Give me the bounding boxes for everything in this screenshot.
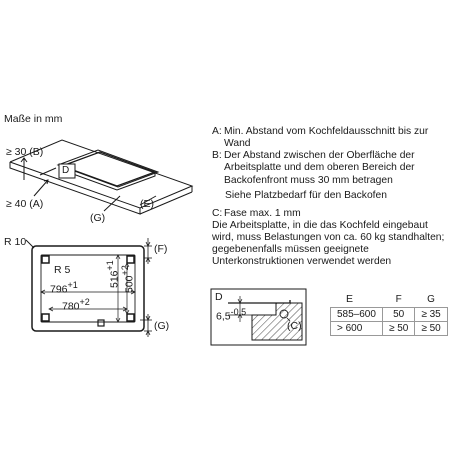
corner-bl [42, 314, 49, 321]
dims-col-e: E [346, 293, 354, 305]
label-f: (F) [154, 243, 168, 255]
label-g-top: (G) [90, 212, 106, 224]
note-c-title: Fase max. 1 mm [224, 207, 301, 219]
label-g-plan: (G) [154, 320, 170, 332]
label-e: (E) [140, 198, 154, 210]
corner-br [127, 314, 134, 321]
note-b-sub: Siehe Platzbedarf für den Backofen [225, 189, 387, 201]
note-c [212, 208, 452, 220]
dim-516-value: 516 [108, 270, 121, 288]
dims-cell: 585–600 [331, 308, 383, 322]
dim-796-tol: +1 [67, 280, 78, 290]
label-r5: R 5 [54, 264, 71, 276]
table-row [331, 322, 448, 336]
dims-cell: > 600 [331, 322, 383, 336]
dims-col-g: G [415, 293, 447, 308]
dims-cell: ≥ 50 [415, 322, 447, 336]
note-b [212, 150, 452, 186]
corner-tl [42, 256, 49, 263]
dims-cell: 50 [382, 308, 414, 322]
note-b-text: Der Abstand zwischen der Oberfläche der Arbeitsplatte und dem oberen Bereich der Backofenfront muss 30 mm betragen [224, 150, 415, 186]
dim-516-tol: +1 [105, 260, 115, 271]
corner-tr [127, 256, 134, 263]
note-c-text: Die Arbeitsplatte, in die das Kochfeld eingebaut wird, muss Belastungen von ca. 60 kg standhalten; gegebenenfalls müssen geeignete Unterkonstruktionen verwendet werden [212, 219, 445, 268]
table-row [331, 308, 448, 322]
detail-dim-tol: -0,5 [230, 307, 247, 317]
units-label: Maße in mm [4, 113, 63, 125]
dim-500-value: 500 [123, 275, 136, 293]
dim-780-value: 780 [62, 300, 80, 313]
note-a-key: A: [212, 126, 222, 137]
notes [212, 126, 452, 269]
dims-col-e-blank [331, 293, 383, 308]
detail-dim-value: 6,5 [216, 310, 231, 323]
dim-500-tol: +2 [120, 265, 130, 276]
label-r10: R 10 [4, 236, 27, 248]
note-b-key: B: [212, 150, 222, 162]
dim-500 [120, 265, 136, 293]
label-b: ≥ 30 (B) [6, 146, 44, 158]
note-a-text: Min. Abstand vom Kochfeldausschnitt bis zur Wand [224, 126, 429, 150]
dims-cell: ≥ 50 [382, 322, 414, 336]
label-d: D [62, 165, 70, 176]
label-a: ≥ 40 (A) [6, 198, 44, 210]
detail-label-c: (C) [287, 320, 302, 332]
dims-col-f: F [382, 293, 414, 308]
dim-796 [50, 280, 78, 296]
detail-dim [216, 307, 246, 323]
detail-label-d: D [215, 291, 223, 303]
dim-516 [105, 260, 121, 288]
note-a [212, 126, 452, 150]
dim-780-tol: +2 [79, 297, 90, 307]
dim-796-value: 796 [50, 283, 68, 296]
dim-780 [62, 297, 90, 313]
dims-cell: ≥ 35 [415, 308, 447, 322]
note-c-key: C: [212, 207, 223, 219]
